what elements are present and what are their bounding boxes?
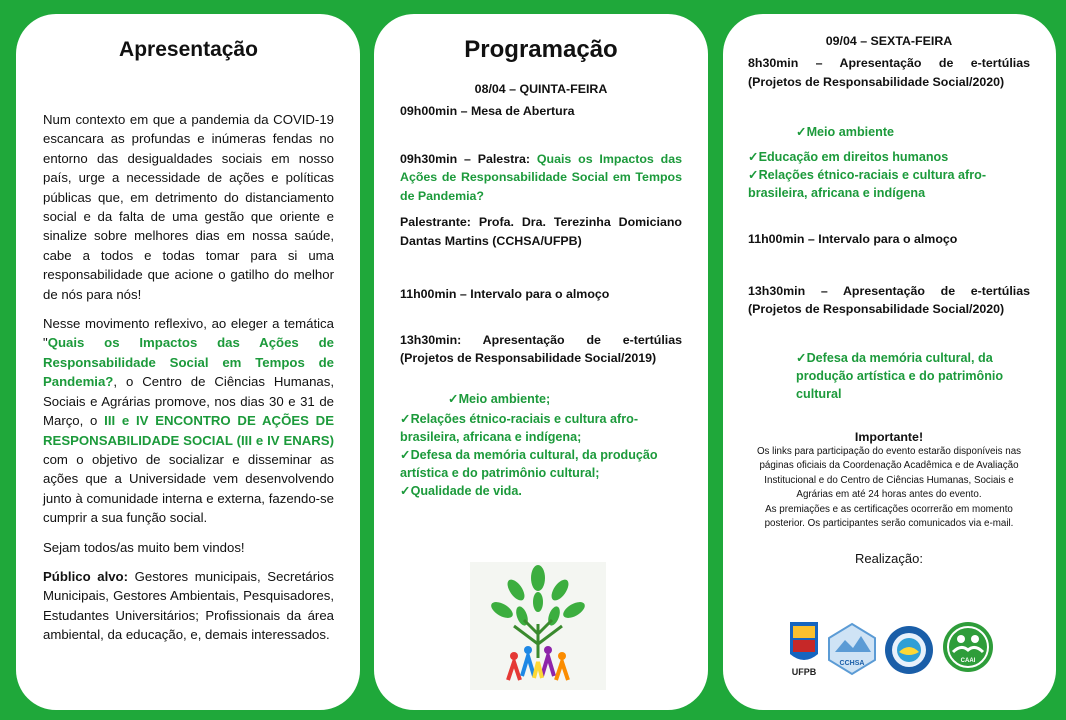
topic-item: ✓Qualidade de vida. [400, 483, 522, 498]
presentation-panel [16, 14, 360, 710]
tree-logo-image [470, 562, 606, 690]
caai-logo-label: CAAI [960, 658, 976, 664]
schedule-item-etertulias-morning: 8h30min – Apresentação de e-tertúlias (Projetos de Responsabilidade Social/2020) [748, 56, 1030, 89]
check-icon: ✓ [400, 411, 411, 426]
presentation-title: Apresentação [119, 38, 258, 61]
theme-text: Quais os Impactos das Ações de Responsabilidade Social em Tempos de Pandemia? [43, 335, 334, 390]
theme-paragraph [43, 314, 334, 527]
topics-list-day2 [748, 123, 1030, 202]
friday-panel [723, 14, 1056, 710]
day2-header: 09/04 – SEXTA-FEIRA [825, 34, 953, 48]
realizacao-label: Realização: [855, 551, 923, 567]
caai-logo [941, 620, 995, 678]
theme-paragraph-mid: , o Centro de Ciências Humanas, Sociais e Agrárias promove, nos dias 30 e 31 de Março, o [43, 374, 334, 429]
ufpb-logo-label: UFPB [791, 667, 817, 677]
lecture-time: 09h30min – Palestra: [400, 151, 537, 166]
check-icon: ✓ [400, 447, 411, 462]
topics-list-day1 [400, 390, 682, 500]
lecture-title: Quais os Impactos das Ações de Responsabilidade Social em Tempos de Pandemia? [400, 151, 682, 203]
presentation-body [43, 110, 334, 645]
check-icon: ✓ [748, 168, 759, 182]
topic-item: ✓Relações étnico-raciais e cultura afro-brasileira, africana e indígena [748, 168, 987, 200]
event-name: III e IV ENCONTRO DE AÇÕES DE RESPONSABILIDADE SOCIAL (III e IV ENARS) [43, 413, 334, 448]
topic-item: ✓Defesa da memória cultural, da produção artística e do patrimônio cultural [796, 350, 1004, 401]
ufpb-logo [787, 620, 821, 678]
schedule-item-lecture [400, 150, 682, 206]
important-title: Importante! [854, 429, 924, 444]
schedule-item-opening: 09h00min – Mesa de Abertura [400, 104, 575, 118]
topic-item: ✓Meio ambiente; [448, 391, 551, 406]
schedule-item-etertulias-afternoon: 13h30min – Apresentação de e-tertúlias (Projetos de Responsabilidade Social/2020) [748, 283, 1030, 316]
schedule-item-etertulias: 13h30min: Apresentação de e-tertúlias (Projetos de Responsabilidade Social/2019) [400, 332, 682, 365]
topic-item: ✓Relações étnico-raciais e cultura afro-brasileira, africana e indígena; [400, 411, 639, 444]
day1-header: 08/04 – QUINTA-FEIRA [474, 82, 608, 96]
check-icon: ✓ [400, 483, 411, 498]
welcome-text: Sejam todos/as muito bem vindos! [43, 539, 245, 555]
program-panel [374, 14, 708, 710]
seal-logo [883, 624, 935, 676]
topic-item: ✓Defesa da memória cultural, da produção artística e do patrimônio cultural; [400, 447, 658, 480]
cchsa-logo-label: CCHSA [839, 660, 865, 667]
topic-item: ✓Meio ambiente [796, 125, 895, 139]
check-icon: ✓ [748, 150, 759, 164]
schedule-item-lunch: 11h00min – Intervalo para o almoço [400, 287, 610, 301]
check-icon: ✓ [796, 350, 807, 365]
check-icon: ✓ [448, 391, 459, 406]
important-note-certificates: As premiações e as certificações ocorrerão em momento posterior. Os participantes serão comunicados via e-mail. [764, 503, 1014, 530]
important-note-links: Os links para participação do evento estarão disponíveis nas páginas oficiais da Coordenação Acadêmica e de Avaliação Institucional e do Centro de Ciências Humanas, Sociais e Agrárias em até 24 horas antes do evento. [756, 445, 1022, 501]
theme-paragraph-end: com o objetivo de socializar e disseminar as ações que a Universidade vem desenvolvendo junto à comunidade interna e externa, fazendo-se cumprir a sua função social. [43, 451, 334, 526]
cchsa-logo [827, 622, 877, 676]
audience-label: Público alvo: [43, 568, 129, 584]
theme-paragraph-start: Nesse movimento reflexivo, ao eleger a temática " [43, 316, 334, 351]
check-icon: ✓ [796, 125, 807, 139]
partner-logos [787, 616, 997, 680]
schedule-day1 [400, 102, 682, 368]
audience-text: Gestores municipais, Secretários Municipais, Gestores Ambientais, Pesquisadores, Estudantes Universitários; Profissionais da área ambiental, da educação, e, demais interessados. [43, 568, 334, 643]
audience-paragraph [43, 567, 334, 645]
schedule-item-lunch-day2: 11h00min – Intervalo para o almoço [748, 232, 958, 246]
topic-item: ✓Educação em direitos humanos [748, 150, 949, 164]
speaker-info: Palestrante: Profa. Dra. Terezinha Domiciano Dantas Martins (CCHSA/UFPB) [400, 215, 682, 248]
program-title: Programação [464, 36, 618, 63]
intro-paragraph: Num contexto em que a pandemia da COVID-19 escancara as profundas e inúmeras fendas no entorno das desigualdades sociais em nosso país, urge a necessidade de ações e políticas públicas que, em detrimento do distanciamento social e da falta de uma gestão que oriente e sinalize sobre melhores dias em nossa saúde, cabe a todos e todas tomar para si uma responsabilidade que acione o gatilho do melhor de nós para nós! [43, 112, 334, 302]
